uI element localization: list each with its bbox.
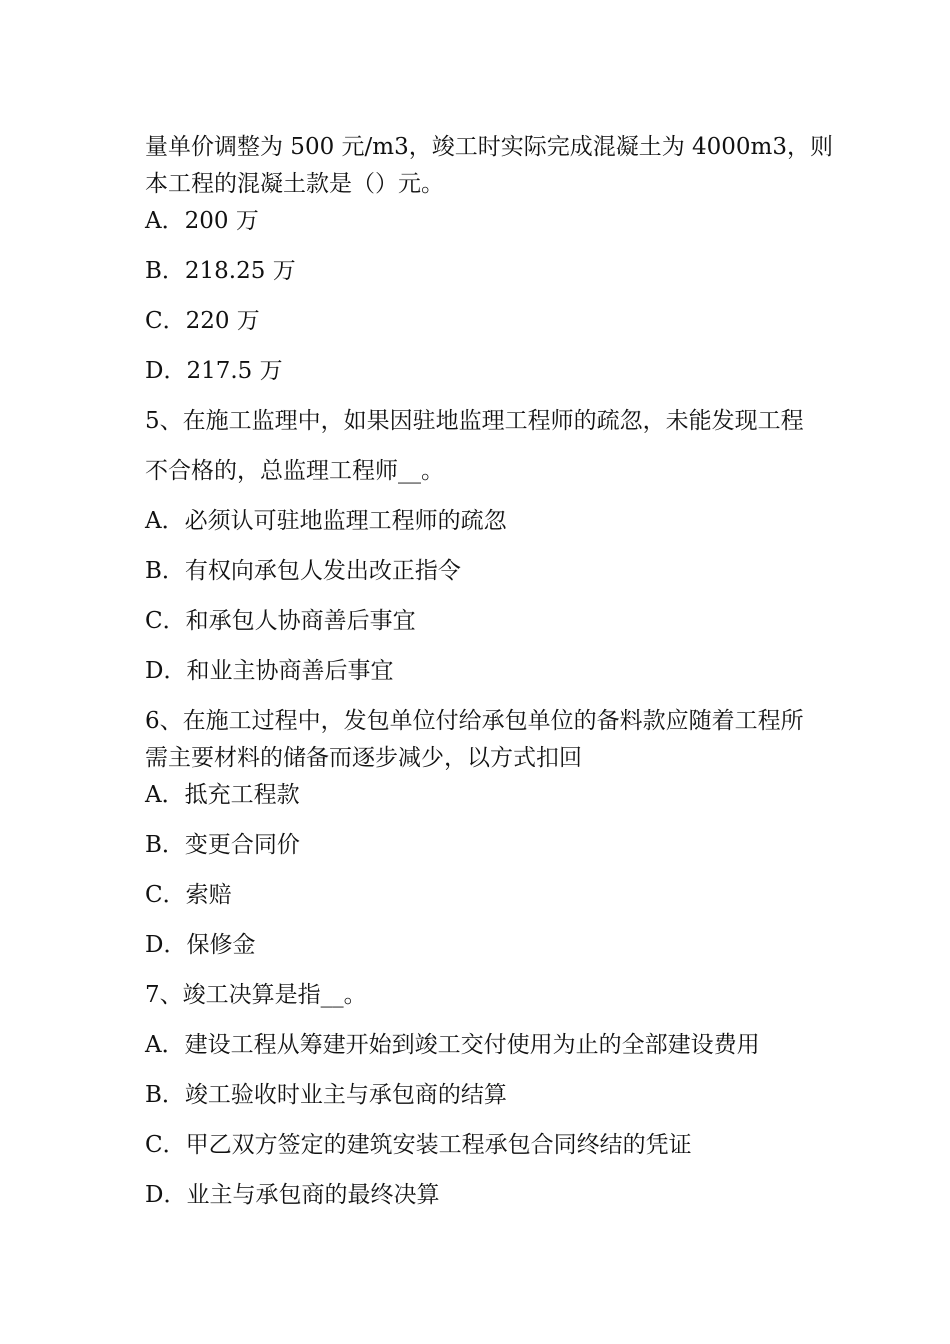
question-7-option-d: D．业主与承包商的最终决算 (145, 1182, 440, 1208)
question-6-option-d: D．保修金 (145, 932, 256, 958)
question-4-option-d: D．217.5 万 (145, 358, 283, 384)
question-7-stem-line-1: 7、竣工决算是指__。 (145, 982, 367, 1008)
question-6-stem-line-2: 需主要材料的储备而逐步减少，以方式扣回 (145, 745, 582, 771)
question-6-option-c: C．索赔 (145, 882, 232, 908)
question-7-option-b: B．竣工验收时业主与承包商的结算 (145, 1082, 507, 1108)
question-4-stem-line-2: 本工程的混凝土款是（）元。 (145, 171, 444, 197)
question-7-option-a: A．建设工程从筹建开始到竣工交付使用为止的全部建设费用 (145, 1032, 760, 1058)
question-5-option-d: D．和业主协商善后事宜 (145, 658, 394, 684)
question-4-stem-line-1: 量单价调整为 500 元/m3，竣工时实际完成混凝土为 4000m3，则 (145, 134, 834, 160)
question-4-option-b: B．218.25 万 (145, 258, 296, 284)
question-5-option-b: B．有权向承包人发出改正指令 (145, 558, 461, 584)
question-4-option-a: A．200 万 (145, 208, 259, 234)
question-5-option-c: C．和承包人协商善后事宜 (145, 608, 416, 634)
question-7-option-c: C．甲乙双方签定的建筑安装工程承包合同终结的凭证 (145, 1132, 692, 1158)
question-6-option-b: B．变更合同价 (145, 832, 300, 858)
question-5-option-a: A．必须认可驻地监理工程师的疏忽 (145, 508, 507, 534)
question-6-stem-line-1: 6、在施工过程中，发包单位付给承包单位的备料款应随着工程所 (145, 708, 804, 734)
question-4-option-c: C．220 万 (145, 308, 260, 334)
question-6-option-a: A．抵充工程款 (145, 782, 300, 808)
question-5-stem-line-2: 不合格的，总监理工程师__。 (145, 458, 444, 484)
question-5-stem-line-1: 5、在施工监理中，如果因驻地监理工程师的疏忽，未能发现工程 (145, 408, 804, 434)
